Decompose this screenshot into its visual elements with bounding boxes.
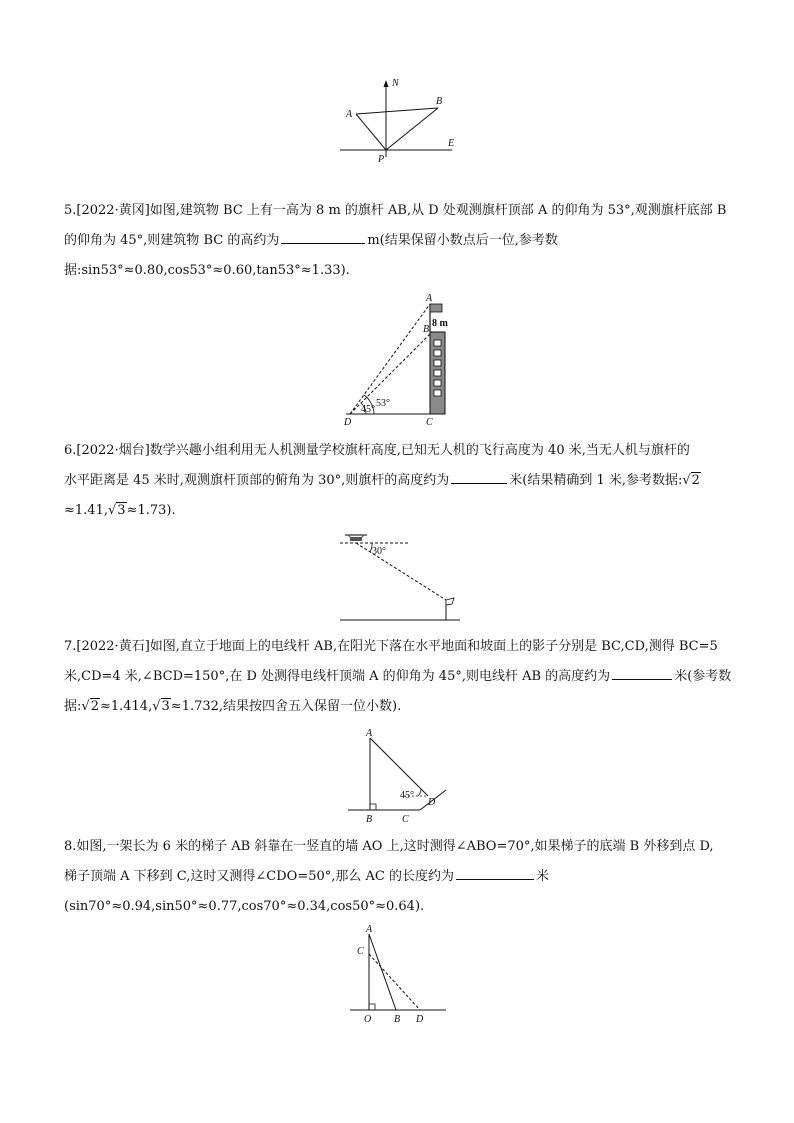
problem-8-line1: 8.如图,一架长为 6 米的梯子 AB 斜靠在一竖直的墙 AO 上,这时测得∠ABO=70°,如果梯子的底端 B 外移到点 D,	[64, 839, 714, 854]
problem-5	[64, 196, 732, 286]
problem-5-source: [2022·黄冈]	[76, 203, 150, 218]
label-b: B	[436, 96, 443, 107]
sqrt-2: √2	[81, 699, 99, 714]
label-b: B	[394, 1014, 401, 1025]
problem-7	[64, 632, 732, 722]
label-e: E	[448, 138, 455, 149]
flag-icon	[446, 598, 454, 605]
problem-7-number: 7.	[64, 639, 77, 654]
label-d: D	[344, 417, 352, 428]
label-a: A	[426, 293, 433, 304]
label-a: A	[366, 924, 373, 935]
problem-8-number: 8.	[64, 839, 77, 854]
problem-6-source: [2022·烟台]	[76, 443, 150, 458]
label-a: A	[346, 109, 353, 120]
problem-7-source: [2022·黄石]	[76, 639, 150, 654]
label-c: C	[357, 946, 364, 957]
problem-7-line1: 7.[2022·黄石]如图,直立于地面上的电线杆 AB,在阳光下落在水平地面和坡面上的影子分别是 BC,CD,测得 BC=5	[64, 639, 718, 654]
problem-6	[64, 436, 732, 526]
problem-6-line2: 水平距离是 45 米时,观测旗杆顶部的俯角为 30°,则旗杆的高度约为 米(结果精确到 1 米,参考数据:√2	[64, 466, 732, 496]
problem-5-line2: 的仰角为 45°,则建筑物 BC 的高约为 m(结果保留小数点后一位,参考数	[64, 226, 732, 256]
sqrt-2: √2	[682, 473, 700, 488]
problem-6-number: 6.	[64, 443, 77, 458]
problem-5-line1: 5.[2022·黄冈]如图,建筑物 BC 上有一高为 8 m 的旗杆 AB,从 D 处观测旗杆顶部 A 的仰角为 53°,观测旗杆底部 B	[64, 203, 727, 218]
drone-icon	[345, 535, 367, 541]
label-b: B	[366, 814, 373, 825]
label-o: O	[364, 1014, 372, 1025]
figure-ladder	[342, 920, 452, 1030]
problem-8-line3: (sin70°≈0.94,sin50°≈0.77,cos70°≈0.34,cos50°≈0.64).	[64, 899, 425, 914]
problem-6-line1: 6.[2022·烟台]数学兴趣小组利用无人机测量学校旗杆高度,已知无人机的飞行高度为 40 米,当无人机与旗杆的	[64, 443, 690, 458]
problem-5-number: 5.	[64, 203, 77, 218]
label-c: C	[426, 417, 433, 428]
label-d: D	[416, 1014, 424, 1025]
problem-8-line2: 梯子顶端 A 下移到 C,这时又测得∠CDO=50°,那么 AC 的长度约为 米	[64, 862, 732, 892]
figure-drone-flagpole	[336, 530, 466, 630]
label-angle-45: 45°	[400, 790, 414, 801]
answer-blank[interactable]	[281, 229, 365, 244]
label-d: D	[428, 797, 436, 808]
problem-7-line2: 米,CD=4 米,∠BCD=150°,在 D 处测得电线杆顶端 A 的仰角为 45°,则电线杆 AB 的高度约为 米(参考数	[64, 662, 732, 692]
label-angle-30: 30°	[372, 546, 386, 557]
problem-7-line3: 据:√2≈1.414,√3≈1.732,结果按四舍五入保留一位小数).	[64, 692, 732, 722]
figure-pole-shadow	[342, 724, 452, 828]
figure-building-flagpole	[340, 290, 460, 430]
answer-blank[interactable]	[451, 469, 507, 484]
label-a: A	[366, 728, 373, 739]
label-c: C	[402, 814, 409, 825]
figure-compass	[334, 72, 464, 164]
answer-blank[interactable]	[456, 865, 534, 880]
answer-blank[interactable]	[612, 665, 672, 680]
problem-8	[64, 832, 732, 922]
sqrt-3: √3	[107, 503, 126, 518]
sqrt-3: √3	[152, 699, 170, 714]
label-height: 8 m	[432, 318, 448, 329]
label-angle-53: 53°	[376, 398, 390, 409]
label-p: P	[378, 154, 385, 165]
label-b: B	[423, 324, 430, 335]
problem-5-line3: 据:sin53°≈0.80,cos53°≈0.60,tan53°≈1.33).	[64, 263, 350, 278]
label-n: N	[392, 78, 399, 89]
problem-6-line3: ≈1.41,√3≈1.73).	[64, 496, 732, 526]
label-angle-45: 45°	[361, 404, 375, 415]
